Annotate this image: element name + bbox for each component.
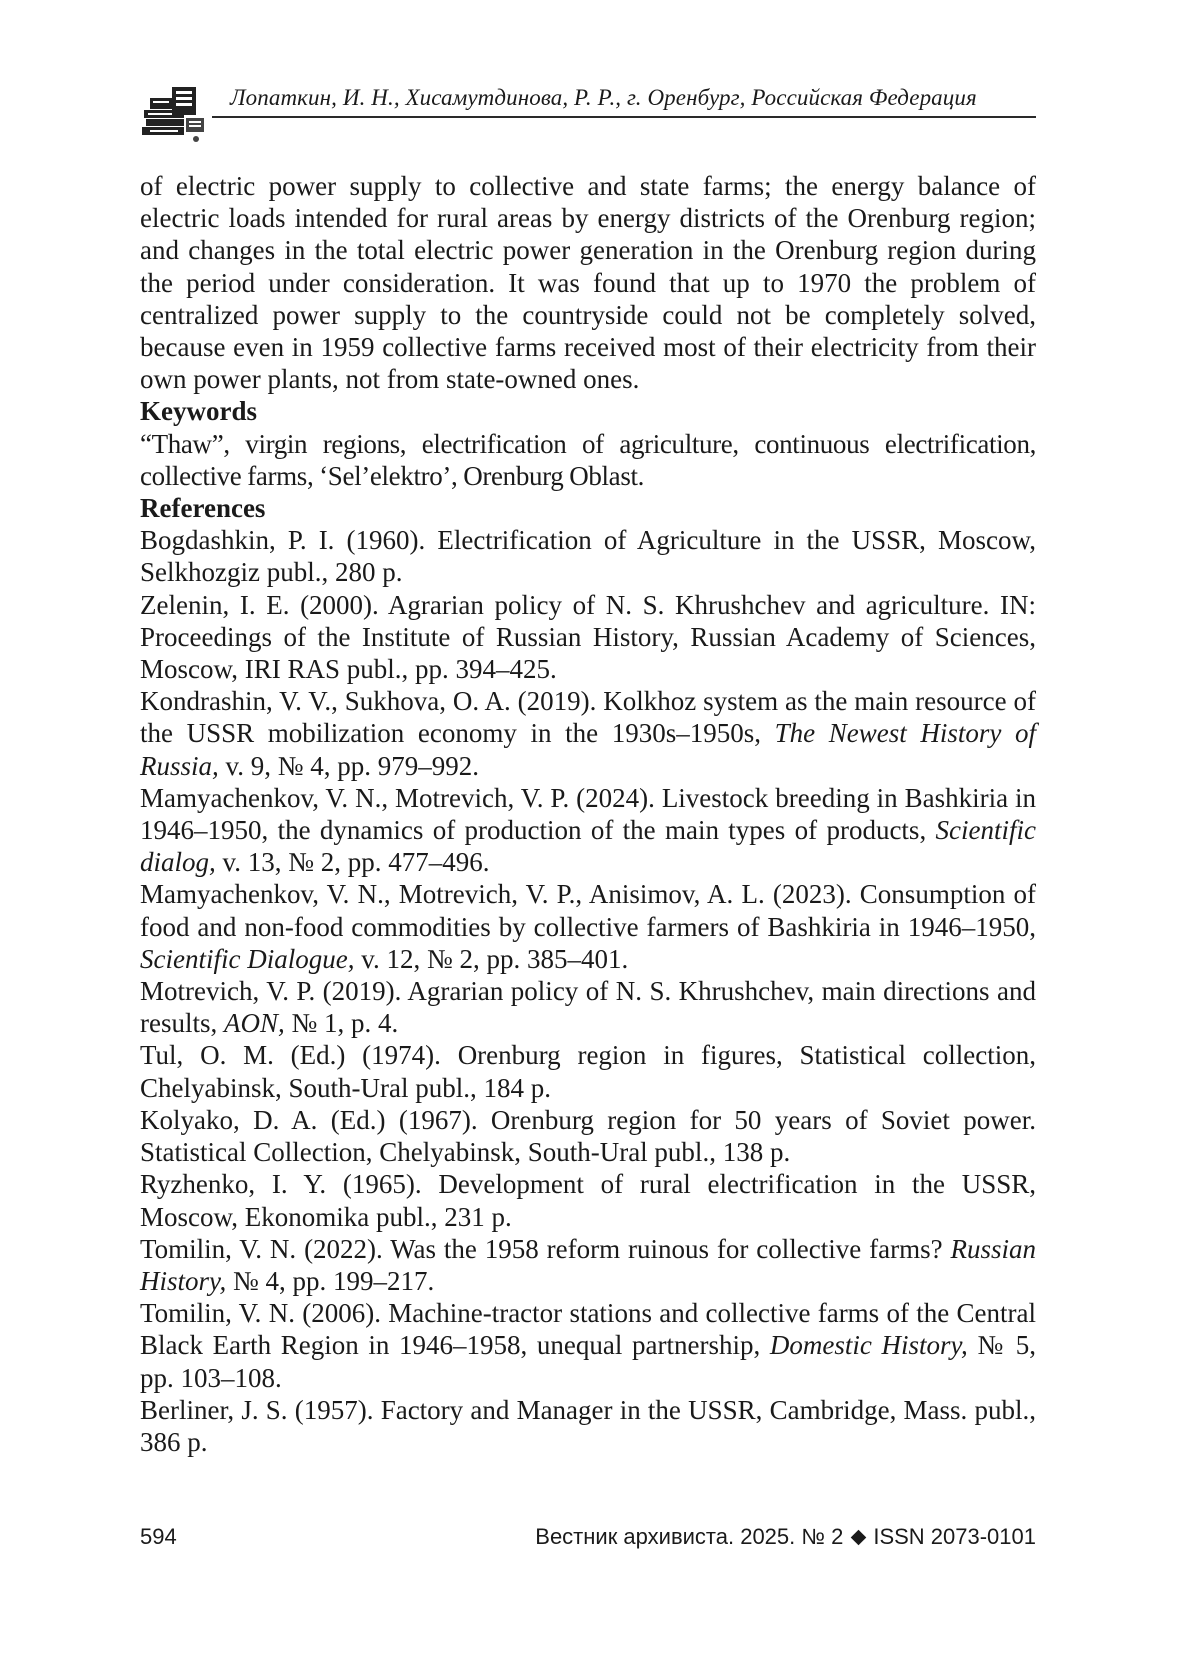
reference-text: Tomilin, V. N. (2022). Was the 1958 reform ruinous for collective farms? (140, 1233, 951, 1264)
reference-details: v. 13, № 2, pp. 477–496. (215, 847, 490, 878)
reference-text: Ryzhenko, I. Y. (1965). Development of rural electrification in the USSR, Moscow, Ekonomika publ., 231 p. (140, 1169, 1036, 1232)
reference-source: Russian History, (140, 1233, 1036, 1296)
reference-text: Zelenin, I. E. (2000). Agrarian policy of N. S. Khrushchev and agriculture. IN: Proceedings of the Institute of Russian History, Russian Academy of Sciences, Moscow, IRI RAS publ., pp. 394–425. (140, 589, 1036, 685)
reference-item (140, 1394, 1036, 1458)
reference-details: № 1, p. 4. (284, 1008, 399, 1039)
reference-item (140, 1104, 1036, 1168)
reference-item (140, 1039, 1036, 1103)
reference-details: v. 9, № 4, pp. 979–992. (218, 750, 480, 781)
reference-item (140, 1297, 1036, 1394)
reference-text: Bogdashkin, P. I. (1960). Electrification of Agriculture in the USSR, Moscow, Selkhozgiz publ., 280 p. (140, 525, 1036, 588)
reference-item (140, 524, 1036, 588)
running-header (142, 84, 1036, 144)
header-rule (212, 116, 1036, 118)
reference-item (140, 1233, 1036, 1297)
reference-source: Scientific dialog, (140, 815, 1036, 878)
reference-item (140, 589, 1036, 686)
journal-info (535, 1524, 1036, 1550)
author-line: Лопаткин, И. Н., Хисамутдинова, Р. Р., г. Оренбург, Российская Федерация (230, 85, 977, 110)
reference-text: Mamyachenkov, V. N., Motrevich, V. P. (2024). Livestock breeding in Bashkiria in 1946–1950, the dynamics of production of the main types of products, (140, 782, 1036, 846)
page-number: 594 (140, 1524, 177, 1549)
reference-text: Motrevich, V. P. (2019). Agrarian policy of N. S. Khrushchev, main directions and results, (140, 976, 1036, 1039)
reference-details: № 4, pp. 199–217. (226, 1265, 435, 1296)
keywords-heading: Keywords (140, 396, 257, 427)
reference-text: Tul, O. M. (Ed.) (1974). Orenburg region in figures, Statistical collection, Chelyabinsk, South-Ural publ., 184 p. (140, 1040, 1036, 1103)
issn: ISSN 2073-0101 (873, 1524, 1036, 1549)
reference-text: Kolyako, D. A. (Ed.) (1967). Orenburg region for 50 years of Soviet power. Statistical Collection, Chelyabinsk, South-Ural publ., 138 p. (140, 1104, 1036, 1168)
reference-item (140, 878, 1036, 975)
reference-item (140, 1168, 1036, 1232)
journal-title: Вестник архивиста. 2025. № 2 (535, 1524, 844, 1549)
reference-source: Domestic History, (769, 1330, 968, 1361)
reference-source: AON, (224, 1008, 285, 1039)
page-footer (140, 1524, 1036, 1554)
reference-text: Berliner, J. S. (1957). Factory and Manager in the USSR, Cambridge, Mass. publ., 386 p. (140, 1394, 1036, 1457)
article-content (140, 170, 1036, 1458)
reference-item (140, 975, 1036, 1039)
references-heading: References (140, 493, 266, 524)
reference-text: Kondrashin, V. V., Sukhova, O. A. (2019). Kolkhoz system as the main resource of the USSR mobilization economy in the 1930s–1950s, (140, 686, 1036, 749)
reference-text: Tomilin, V. N. (2006). Machine-tractor stations and collective farms of the Central Black Earth Region in 1946–1958, unequal partnership, (140, 1298, 1036, 1361)
diamond-separator-icon (851, 1529, 867, 1545)
reference-details: v. 12, № 2, pp. 385–401. (354, 943, 629, 974)
keywords-text: “Thaw”, virgin regions, electrification of agriculture, continuous electrification, collective farms, ‘Sel’elektro’, Orenburg Oblast. (140, 428, 1036, 491)
archive-logo-icon (142, 84, 208, 144)
reference-item (140, 782, 1036, 879)
reference-source: Scientific Dialogue, (140, 943, 355, 974)
reference-details: № 5, pp. 103–108. (140, 1330, 1036, 1393)
reference-item (140, 685, 1036, 782)
abstract-paragraph: of electric power supply to collective and state farms; the energy balance of electric loads intended for rural areas by energy districts of the Orenburg region; and changes in the total electric power generation in the Orenburg region during the period under consideration. It was found that up to 1970 the problem of centralized power supply to the countryside could not be completely solved, because even in 1959 collective farms received most of their electricity from their own power plants, not from state-owned ones. (140, 171, 1036, 395)
reference-source: The Newest History of Russia, (140, 718, 1036, 781)
reference-text: Mamyachenkov, V. N., Motrevich, V. P., Anisimov, A. L. (2023). Consumption of food and non-food commodities by collective farmers of Bashkiria in 1946–1950, (140, 879, 1036, 942)
